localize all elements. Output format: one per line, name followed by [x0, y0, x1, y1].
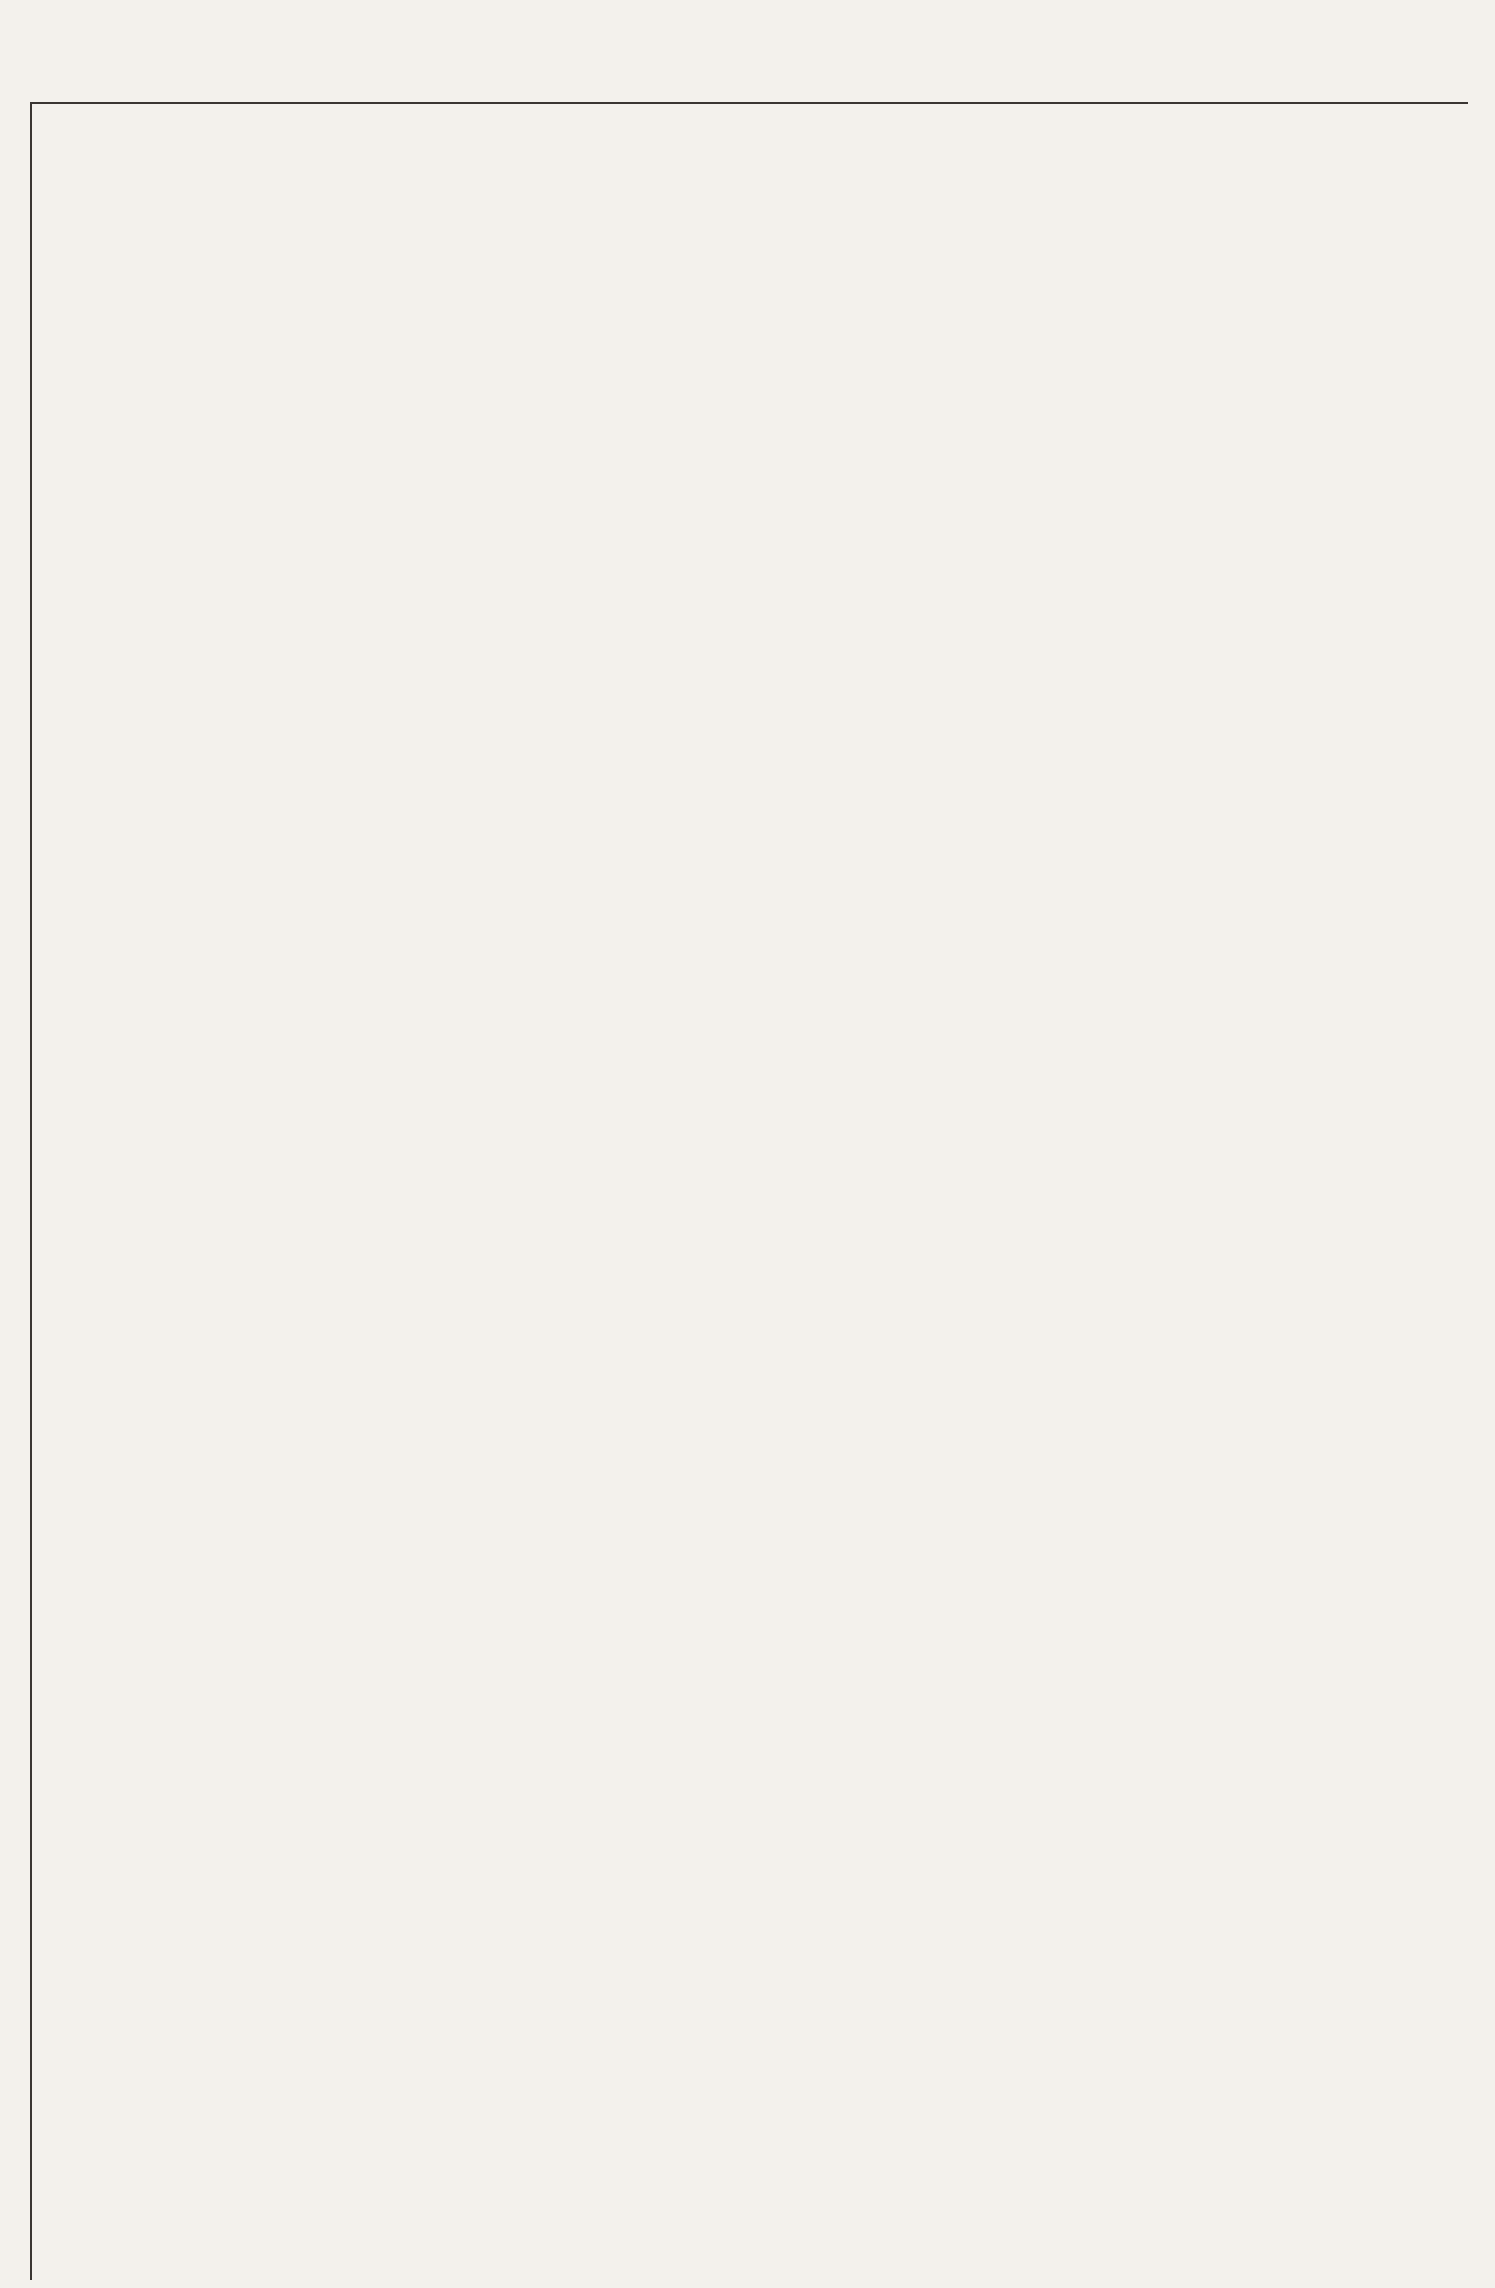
script-table — [30, 102, 1468, 2280]
